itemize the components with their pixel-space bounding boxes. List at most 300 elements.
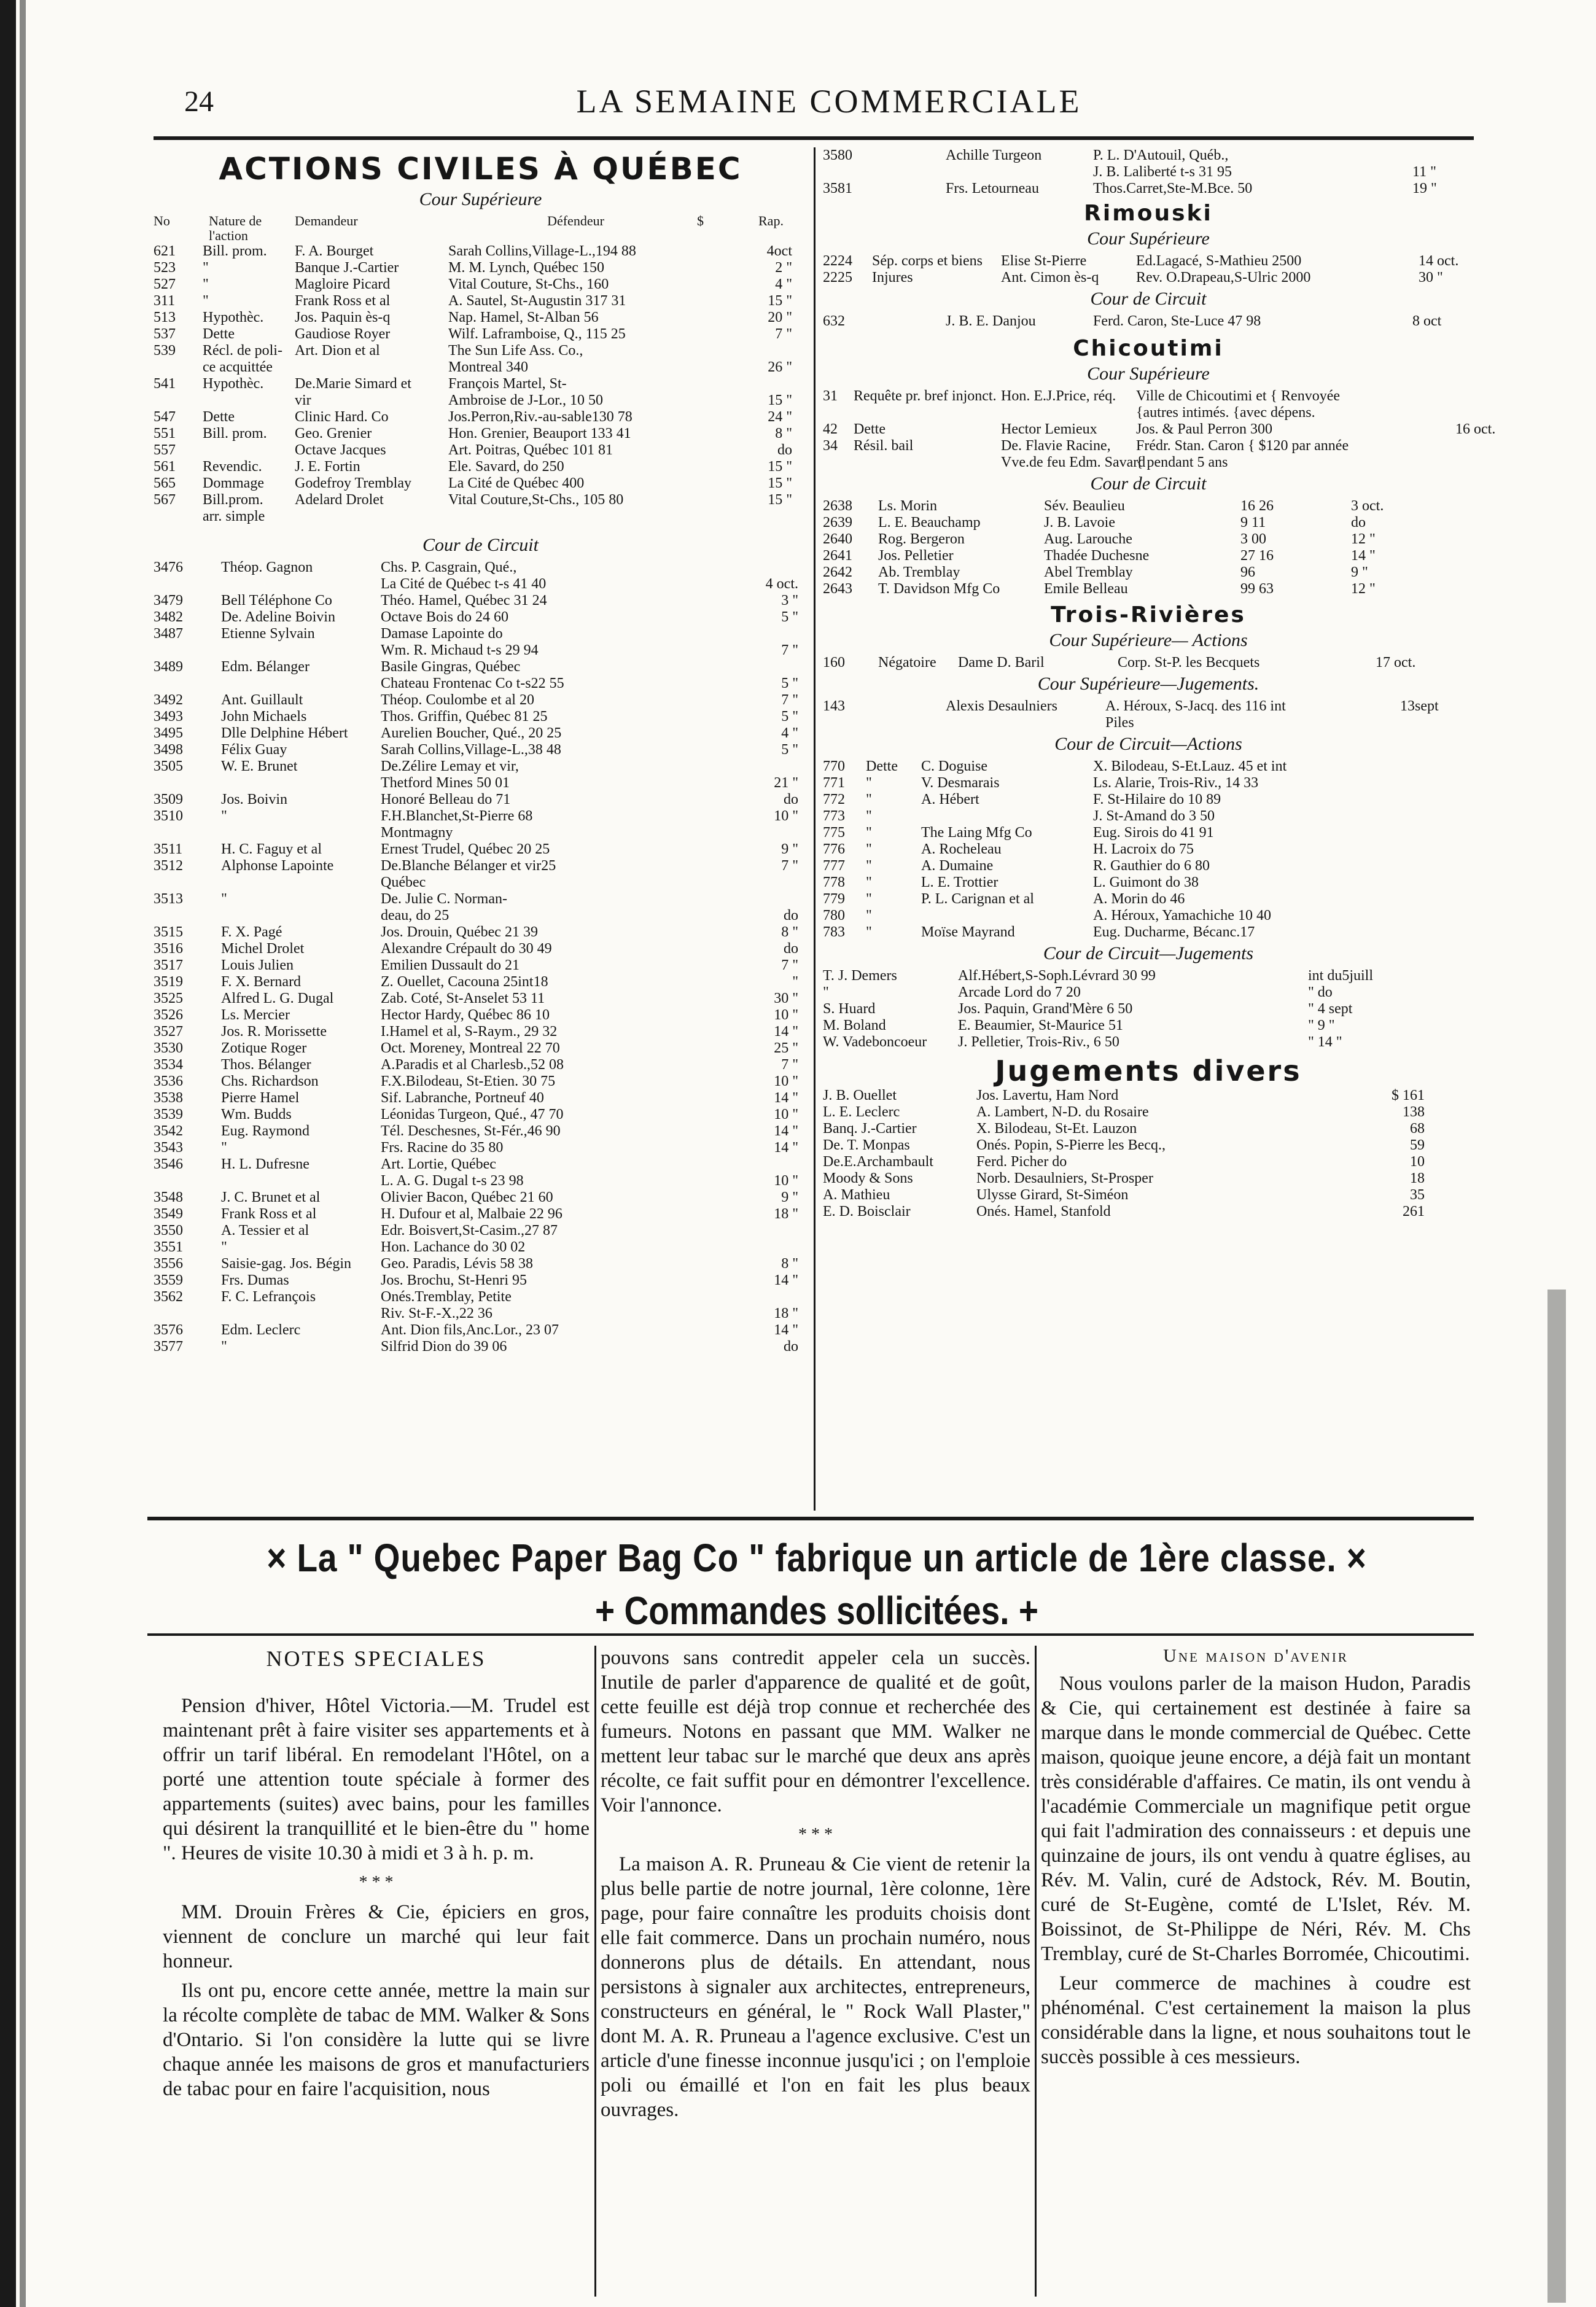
table-cell: 8 " (775, 426, 792, 442)
table-cell: J. B. Ouellet (823, 1087, 897, 1103)
table-cell: Ls. Alarie, Trois-Riv., 14 33 (1093, 775, 1259, 791)
table-cell: V. Desmarais (921, 775, 1000, 791)
table-cell: Rev. O.Drapeau,S-Ulric 2000 (1136, 270, 1311, 286)
table-cell: Eug. Sirois do 41 91 (1093, 825, 1214, 841)
table-cell: 14 " (774, 1140, 798, 1156)
table-row (823, 548, 1474, 564)
table-cell: Art. Poitras, Québec 101 81 (448, 442, 613, 458)
table-row (823, 858, 1474, 874)
table-row (154, 941, 808, 957)
table-cell: Dette (854, 421, 886, 437)
table-cell: Olivier Bacon, Québec 21 60 (381, 1189, 553, 1205)
table-cell: 3517 (154, 957, 183, 973)
table-row (154, 1073, 808, 1090)
table-cell: " (823, 984, 829, 1000)
table-cell: 311 (154, 293, 176, 309)
table-cell: Sép. corps et biens (872, 253, 983, 269)
table-row (154, 1189, 808, 1206)
table-cell: F. X. Pagé (221, 924, 282, 940)
table-cell (154, 508, 203, 525)
table-row (154, 858, 808, 874)
table-row (823, 715, 1474, 731)
table-row (823, 1104, 1474, 1121)
table-cell: Zab. Coté, St-Anselet 53 11 (381, 990, 545, 1006)
table-cell: 3489 (154, 659, 183, 675)
table-cell: 7 " (781, 858, 798, 874)
table-cell: Basile Gingras, Québec (381, 659, 521, 675)
table-cell (946, 164, 1093, 181)
table-cell: L. E. Leclerc (823, 1104, 900, 1120)
table-cell: Théop. Coulombe et al 20 (381, 692, 534, 708)
table-cell: F. St-Hilaire do 10 89 (1093, 792, 1221, 807)
table-cell: 539 (154, 343, 176, 359)
table-row (823, 1170, 1474, 1187)
table-cell (823, 164, 878, 181)
court-heading: Cour Supérieure (419, 189, 542, 209)
table-cell: Ant. Cimon ès-q (1001, 270, 1099, 286)
table-cell (731, 825, 798, 841)
table-cell: Chateau Frontenac Co t-s22 55 (381, 675, 564, 691)
table-cell: Hypothèc. (203, 309, 264, 325)
table-cell: 14 " (774, 1322, 798, 1338)
table-cell: Saisie-gag. Jos. Bégin (221, 1256, 351, 1272)
table-cell: 3509 (154, 792, 183, 807)
table-row (154, 293, 808, 309)
table-cell: Art. Dion et al (295, 343, 380, 359)
table-cell (154, 642, 221, 659)
table-cell: 3550 (154, 1223, 183, 1239)
table-cell: Revendic. (203, 459, 262, 475)
table-cell: Alf.Hébert,S-Soph.Lévrard 30 99 (958, 968, 1156, 984)
table-cell: 551 (154, 426, 176, 442)
table-cell: 3510 (154, 808, 183, 824)
scan-binding-edge (0, 0, 16, 2307)
table-cell: 2639 (823, 515, 852, 531)
table-cell: 3487 (154, 626, 183, 642)
table-cell: 12 " (1351, 531, 1376, 547)
table-cell: " (221, 1339, 227, 1355)
table-row (823, 1001, 1474, 1017)
table-cell: Pierre Hamel (221, 1090, 300, 1106)
table-cell: Ferd. Caron, Ste-Luce 47 98 (1093, 313, 1261, 329)
table-cell: Corp. St-P. les Becquets (1118, 655, 1260, 671)
table-cell: do (784, 792, 798, 807)
table-row (823, 270, 1474, 286)
table-row (823, 181, 1474, 197)
table-cell: " (221, 1140, 227, 1156)
table-cell: 68 (1410, 1121, 1425, 1137)
table-cell: Aug. Larouche (1044, 531, 1132, 547)
table-cell: Emile Belleau (1044, 581, 1128, 597)
table-cell: 27 16 (1240, 548, 1274, 564)
table-cell (154, 392, 203, 409)
table-cell: 34 (823, 438, 838, 454)
table-cell: 10 " (774, 1007, 798, 1023)
table-row (154, 974, 808, 990)
table-cell: Jos. Pelletier (878, 548, 954, 564)
table-cell: Vve.de feu Edm. Savard (1001, 454, 1146, 470)
table-cell: Wm. Budds (221, 1107, 292, 1122)
table-cell (823, 454, 854, 471)
table-cell: 25 " (774, 1040, 798, 1056)
table-row (154, 343, 808, 359)
table-cell: 8 " (781, 924, 798, 940)
table-cell: 523 (154, 260, 176, 276)
right-column (823, 147, 1496, 1517)
table-cell: 3548 (154, 1189, 183, 1205)
table-cell (854, 454, 1001, 471)
table-cell: 26 " (768, 359, 792, 375)
table-cell: Ele. Savard, do 250 (448, 459, 564, 475)
table-cell: De. Flavie Racine, (1001, 438, 1111, 454)
table-cell: deau, do 25 (381, 908, 450, 924)
table-cell: C. Doguise (921, 758, 987, 774)
table-row (823, 581, 1474, 597)
table-cell: François Martel, St- (448, 376, 567, 392)
table-cell: A. Mathieu (823, 1187, 890, 1203)
table-cell: 3543 (154, 1140, 183, 1156)
table-cell: De.Zélire Lemay et vir, (381, 758, 519, 774)
table-cell: Hon. E.J.Price, réq. (1001, 388, 1116, 404)
table-row (154, 990, 808, 1007)
table-row (154, 808, 808, 825)
table-cell: " (866, 841, 872, 857)
table-cell: 3530 (154, 1040, 183, 1056)
table-cell: P. L. D'Autouil, Québ., (1093, 147, 1229, 163)
table-cell: Piles (1105, 715, 1134, 731)
table-cell: " (866, 775, 872, 791)
table-cell: F.H.Blanchet,St-Pierre 68 (381, 808, 533, 824)
note-walker-cont: pouvons sans contredit appeler cela un succès. Inutile de parler d'apparence de qualité et de goût, cette feuille est déjà trop connue et recherchée des fumeurs. Notons en passant que MM. Walker ne mettent leur tabac sur le marché que deux ans après récolte, ce fait suffit pour en démontrer l'excellence. Voir l'annonce. (601, 1647, 1030, 1816)
table-cell (154, 359, 203, 376)
table-row (154, 742, 808, 758)
table-row (154, 908, 808, 924)
table-cell: 18 (1410, 1170, 1425, 1186)
table-row (154, 692, 808, 709)
table-row (154, 758, 808, 775)
table-cell: 3556 (154, 1256, 183, 1272)
table-cell: Hon. Grenier, Beauport 133 41 (448, 426, 631, 442)
table-cell: 15 " (768, 293, 792, 309)
table-cell: Jos. Paquin, Grand'Mère 6 50 (958, 1001, 1133, 1017)
table-cell (154, 1173, 221, 1189)
table-row (154, 309, 808, 326)
table-cell: A. Lambert, N-D. du Rosaire (976, 1104, 1149, 1120)
table-cell (731, 758, 798, 775)
table-row (154, 825, 808, 841)
table-row (154, 1239, 808, 1256)
header-rap: Rap. (758, 213, 784, 228)
table-cell: 621 (154, 243, 176, 259)
table-cell: 35 (1410, 1187, 1425, 1203)
table-row (823, 405, 1474, 421)
table-row (823, 808, 1474, 825)
table-cell: 2642 (823, 564, 852, 580)
table-cell (295, 508, 448, 525)
table-cell: Octave Jacques (295, 442, 386, 458)
chicoutimi-circuit-table (823, 498, 1474, 597)
table-cell: vir (295, 392, 311, 408)
banner-line-2: + Commandes sollicitées. + (595, 1589, 1038, 1633)
table-cell: Ernest Trudel, Québec 20 25 (381, 841, 550, 857)
table-cell: Dette (203, 409, 235, 425)
header-montant: $ (697, 213, 704, 228)
table-cell: Honoré Belleau do 71 (381, 792, 511, 807)
table-row (154, 1272, 808, 1289)
table-cell: 3536 (154, 1073, 183, 1089)
table-row (823, 1017, 1474, 1034)
table-cell: 777 (823, 858, 845, 874)
table-cell: Dommage (203, 475, 264, 491)
table-row (154, 924, 808, 941)
table-cell: Récl. de poli- (203, 343, 282, 359)
table-cell (878, 715, 946, 731)
notes-column-2 (601, 1646, 1030, 2297)
table-cell (221, 908, 381, 924)
table-cell: 3493 (154, 709, 183, 725)
table-cell (1455, 405, 1468, 421)
header-nature: Nature de l'action (209, 213, 262, 243)
table-cell: Chs. Richardson (221, 1073, 319, 1089)
table-cell: Edm. Leclerc (221, 1322, 301, 1338)
table-cell: Léonidas Turgeon, Qué., 47 70 (381, 1107, 564, 1122)
table-cell: Edm. Bélanger (221, 659, 309, 675)
table-cell: La Cité de Québec t-s 41 40 (381, 576, 547, 592)
table-cell: 3526 (154, 1007, 183, 1023)
table-cell: 14 " (774, 1090, 798, 1106)
table-cell (878, 698, 946, 715)
table-cell: A. Héroux, S-Jacq. des 116 int (1105, 698, 1286, 714)
table-cell: 7 " (781, 692, 798, 708)
table-cell: Wm. R. Michaud t-s 29 94 (381, 642, 539, 658)
table-cell: J. B. Laliberté t-s 31 95 (1093, 164, 1232, 180)
table-cell: 771 (823, 775, 845, 791)
table-cell (221, 642, 381, 659)
table-row (154, 1339, 808, 1355)
table-cell: H. C. Faguy et al (221, 841, 322, 857)
table-cell: L. Guimont do 38 (1093, 874, 1199, 890)
table-row (154, 508, 808, 525)
table-cell: 10 " (774, 1107, 798, 1122)
page-header (184, 74, 1474, 129)
table-cell: Théop. Gagnon (221, 559, 313, 575)
table-row (154, 725, 808, 742)
table-cell: 7 " (775, 326, 792, 342)
table-row (154, 874, 808, 891)
table-cell: 3576 (154, 1322, 183, 1338)
table-row (823, 438, 1474, 454)
table-cell: F. X. Bernard (221, 974, 302, 990)
table-cell: The Sun Life Ass. Co., (448, 343, 583, 359)
table-cell: Edr. Boisvert,St-Casim.,27 87 (381, 1223, 558, 1239)
table-row (823, 164, 1474, 181)
table-cell: " (203, 260, 209, 276)
table-cell (221, 1305, 381, 1322)
table-cell (448, 508, 743, 525)
table-cell: 3516 (154, 941, 183, 957)
table-cell (154, 825, 221, 841)
table-cell: Vital Couture,St-Chs., 105 80 (448, 492, 624, 508)
table-cell: Geo. Grenier (295, 426, 372, 442)
table-cell: " (221, 891, 227, 907)
table-cell: 3525 (154, 990, 183, 1006)
table-cell: " (866, 858, 872, 874)
table-cell: 9 11 (1240, 515, 1266, 531)
table-cell: Thadée Duchesne (1044, 548, 1150, 564)
table-row (154, 1040, 808, 1057)
table-row (823, 388, 1474, 405)
header-defendeur: Défendeur (547, 213, 604, 228)
table-cell (731, 626, 798, 642)
table-cell: Hypothèc. (203, 376, 264, 392)
table-cell: F.X.Bilodeau, St-Etien. 30 75 (381, 1073, 556, 1089)
table-row (154, 1007, 808, 1024)
table-cell: Félix Guay (221, 742, 287, 758)
table-cell: Abel Tremblay (1044, 564, 1133, 580)
table-cell: Vital Couture, St-Chs., 160 (448, 276, 609, 292)
header-demandeur: Demandeur (295, 213, 358, 228)
table-cell: 3505 (154, 758, 183, 774)
table-cell: 2640 (823, 531, 852, 547)
table-cell: 783 (823, 924, 845, 940)
table-cell: Riv. St-F.-X.,22 36 (381, 1305, 492, 1321)
table-cell: Eug. Raymond (221, 1123, 309, 1139)
table-cell: do (784, 941, 798, 957)
table-row (823, 874, 1474, 891)
table-cell: 547 (154, 409, 176, 425)
notes-title: NOTES SPECIALES (266, 1646, 486, 1671)
table-cell: Silfrid Dion do 39 06 (381, 1339, 507, 1355)
table-cell: T. J. Demers (823, 968, 897, 984)
table-cell: 24 " (768, 409, 792, 425)
table-cell: A. Morin do 46 (1093, 891, 1185, 907)
table-cell: F. A. Bourget (295, 243, 374, 259)
table-cell: " (221, 1239, 227, 1255)
table-cell: 779 (823, 891, 845, 907)
table-row (823, 655, 1474, 671)
table-cell (854, 405, 1001, 421)
table-cell: " (866, 808, 872, 824)
table-row (823, 841, 1474, 858)
table-cell: X. Bilodeau, St-Et. Lauzon (976, 1121, 1137, 1137)
table-cell (221, 874, 381, 891)
table-cell: Adelard Drolet (295, 492, 384, 508)
table-cell: Jos. Lavertu, Ham Nord (976, 1087, 1119, 1103)
table-cell: Dlle Delphine Hébert (221, 725, 348, 741)
table-cell: Moïse Mayrand (921, 924, 1015, 940)
table-cell: Sarah Collins,Village-L.,194 88 (448, 243, 636, 259)
table-cell (878, 313, 946, 330)
table-row (154, 1057, 808, 1073)
table-cell: A. Rocheleau (921, 841, 1002, 857)
table-cell: Arcade Lord do 7 20 (958, 984, 1081, 1000)
table-cell: 3492 (154, 692, 183, 708)
table-cell: Thos.Carret,Ste-M.Bce. 50 (1093, 181, 1253, 196)
table-cell: " (866, 874, 872, 890)
table-row (823, 924, 1474, 941)
table-cell: De. Adeline Boivin (221, 609, 335, 625)
table-cell: Ed.Lagacé, S-Mathieu 2500 (1136, 253, 1302, 269)
table-cell (743, 508, 792, 525)
table-cell: 3551 (154, 1239, 183, 1255)
table-row (154, 1156, 808, 1173)
table-cell: H. L. Dufresne (221, 1156, 309, 1172)
table-cell: Dette (203, 326, 235, 342)
table-row (154, 709, 808, 725)
table-row (823, 1154, 1474, 1170)
table-cell: A.Paradis et al Charlesb.,52 08 (381, 1057, 564, 1073)
table-row (823, 825, 1474, 841)
table-cell: Jos. Brochu, St-Henri 95 (381, 1272, 527, 1288)
table-cell: 4 " (781, 725, 798, 741)
table-cell: 7 " (781, 957, 798, 973)
table-cell: 59 (1410, 1137, 1425, 1153)
table-cell: 261 (1403, 1204, 1425, 1220)
table-cell: Frédr. Stan. Caron { $120 par année (1136, 438, 1349, 454)
table-cell: Montreal 340 (448, 359, 528, 375)
court-heading: Cour de Circuit (422, 535, 539, 555)
table-cell (731, 874, 798, 891)
table-cell: ce acquittée (203, 359, 273, 375)
table-row (154, 1322, 808, 1339)
table-cell: 20 " (768, 309, 792, 325)
table-cell: " (203, 293, 209, 309)
table-cell: 31 (823, 388, 838, 404)
table-cell: " 4 sept (1308, 1001, 1353, 1017)
table-row (154, 1256, 808, 1272)
table-cell: L. E. Trottier (921, 874, 998, 890)
table-row (154, 409, 808, 426)
table-cell: Ant. Guillault (221, 692, 303, 708)
table-row (823, 1034, 1474, 1051)
table-cell: Théo. Hamel, Québec 31 24 (381, 593, 547, 609)
table-cell: H. Lacroix do 75 (1093, 841, 1194, 857)
table-cell (1400, 715, 1468, 731)
table-row (154, 957, 808, 974)
section-trois-rivieres: Trois-Rivières (1051, 602, 1246, 628)
table-cell: Hon. Lachance do 30 02 (381, 1239, 526, 1255)
table-row (823, 515, 1474, 531)
court-heading: Cour Supérieure— Actions (1049, 630, 1248, 650)
court-heading: Cour Supérieure—Jugements. (1037, 674, 1259, 694)
table-cell: 561 (154, 459, 176, 475)
table-cell: De.Blanche Bélanger et vir25 (381, 858, 556, 874)
table-cell: 3581 (823, 181, 852, 196)
table-cell: " 14 " (1308, 1034, 1342, 1050)
table-cell: 42 (823, 421, 838, 437)
header-rule (154, 136, 1474, 140)
table-cell: Alfred L. G. Dugal (221, 990, 334, 1006)
table-cell: int du5juill (1308, 968, 1374, 984)
table-cell (154, 908, 221, 924)
table-cell: Ab. Tremblay (878, 564, 960, 580)
table-cell (295, 359, 448, 376)
table-row (823, 313, 1474, 330)
table-cell: 5 " (781, 742, 798, 758)
table-cell: 513 (154, 309, 176, 325)
table-cell (154, 874, 221, 891)
table-cell (731, 659, 798, 675)
table-cell: La Cité de Québec 400 (448, 475, 585, 491)
table-row (154, 260, 808, 276)
table-cell: 13sept (1400, 698, 1439, 714)
table-cell: Louis Julien (221, 957, 294, 973)
table-cell: 15 " (768, 492, 792, 508)
table-cell (946, 715, 1105, 731)
table-cell (878, 147, 946, 164)
table-row (154, 1289, 808, 1305)
table-cell: 541 (154, 376, 176, 392)
